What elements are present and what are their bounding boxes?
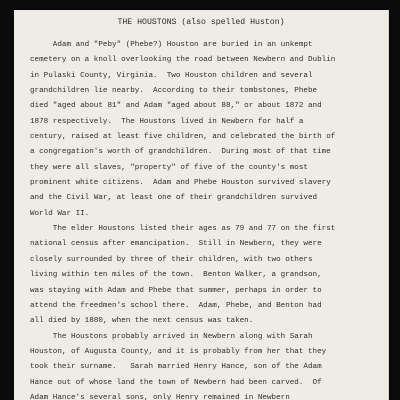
document-body (30, 38, 335, 400)
text-line: prominent white citizens. Adam and Phebe Houston survived slavery (30, 179, 331, 188)
text-line: Adam Hance's several sons, only Henry remained in Newbern (30, 393, 290, 400)
text-line: in Pulaski County, Virginia. Two Houston children and several (30, 71, 313, 80)
text-line: attend the freedmen's school there. Adam, Phebe, and Benton had (30, 301, 322, 310)
text-line: a congregation's worth of grandchildren. During most of that time (30, 148, 331, 157)
page-edge (388, 10, 389, 400)
text-line: Houston, of Augusta County, and it is probably from her that they (30, 347, 327, 356)
text-line: Adam and "Peby" (Phebe?) Houston are buried in an unkempt (30, 41, 313, 49)
text-line: was staying with Adam and Phebe that summer, perhaps in order to (30, 286, 322, 295)
text-line: century, raised at least five children, and celebrated the birth of (30, 133, 336, 142)
text-line: and the Civil War, at least one of their grandchildren survived (30, 194, 318, 203)
text-line: 1878 respectively. The Houstons lived in Newbern for half a (30, 117, 304, 126)
text-line: Hance out of whose land the town of Newbern had been carved. Of (30, 378, 322, 387)
text-line: died "aged about 81" and Adam "aged about 88," or about 1872 and (30, 102, 322, 111)
document-title: THE HOUSTONS (also spelled Huston) (117, 18, 285, 27)
text-line: The elder Houstons listed their ages as 79 and 77 on the first (30, 225, 336, 234)
text-line: grandchildren lie nearby. According to their tombstones, Phebe (30, 87, 318, 96)
text-line: The Houstons probably arrived in Newbern along with Sarah (30, 332, 313, 341)
text-line: national census after emancipation. Still in Newbern, they were (30, 240, 322, 249)
text-line: World War II. (30, 209, 90, 218)
text-line: living within ten miles of the town. Benton Walker, a grandson, (30, 271, 322, 280)
text-line: cemetery on a knoll overlooking the road between Newbern and Dublin (30, 56, 336, 65)
text-line: closely surrounded by three of their children, with two others (30, 255, 313, 264)
document-page (14, 10, 388, 400)
text-line: they were all slaves, "property" of five of the county's most (30, 163, 308, 172)
text-line: all died by 1880, when the next census was taken. (30, 317, 254, 326)
text-line: took their surname. Sarah married Henry Hance, son of the Adam (30, 363, 322, 372)
